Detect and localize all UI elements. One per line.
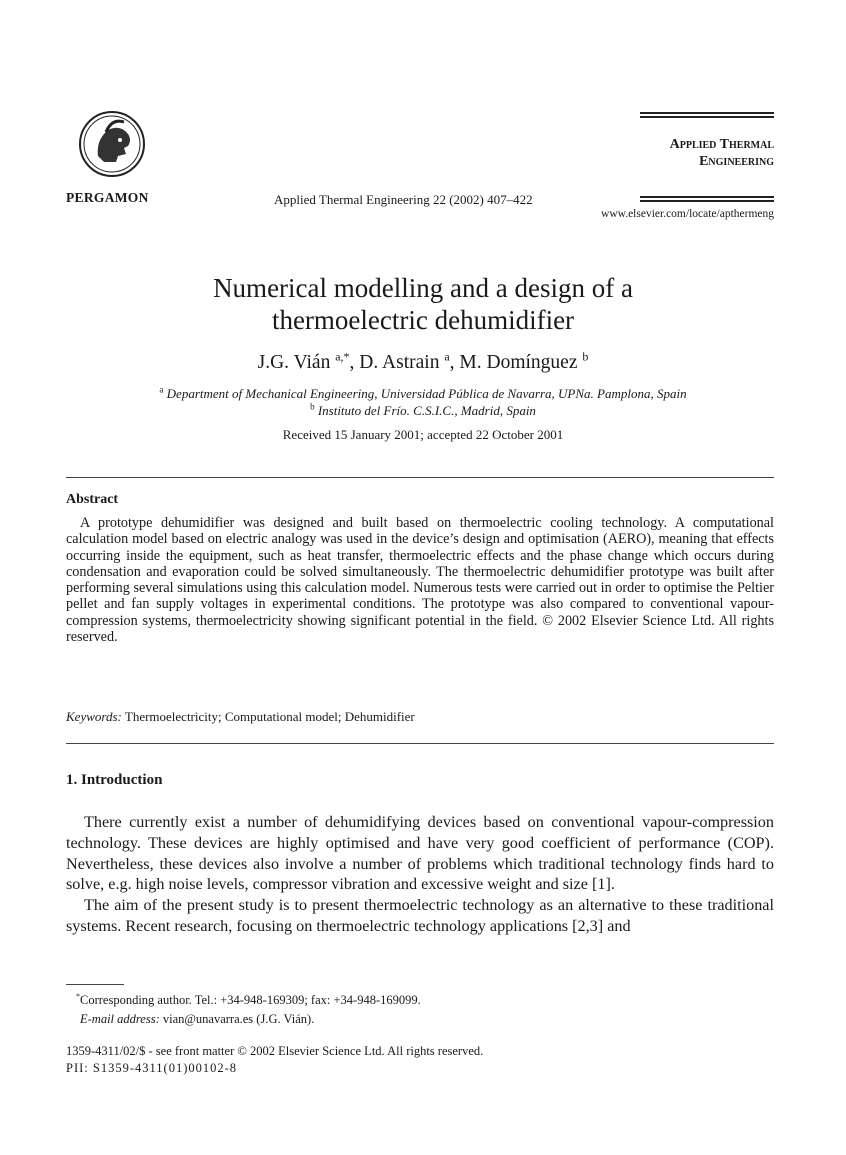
author-affiliation-mark: b — [582, 349, 589, 364]
email-label: E-mail address: — [80, 1012, 160, 1026]
email-footnote — [80, 1012, 314, 1027]
affiliation-b — [0, 403, 846, 419]
affiliation-mark: b — [310, 401, 315, 412]
received-dates: Received 15 January 2001; accepted 22 October 2001 — [282, 427, 564, 442]
divider — [66, 477, 774, 478]
pergamon-helmet-logo-icon — [78, 110, 146, 178]
paragraph: There currently exist a number of dehumidifying devices based on conventional vapour-compression technology. These devices are highly optimised and have very good coefficient of performance (COP). Nevertheless, these devices also involve a number of problems which traditional technology finds hard to solve, e.g. high noise levels, compressor vibration and excessive weight and size [1]. — [66, 813, 774, 894]
copyright-line: 1359-4311/02/$ - see front matter © 2002 Elsevier Science Ltd. All rights reserved. — [66, 1044, 484, 1058]
abstract-heading: Abstract — [66, 492, 119, 507]
article-title — [0, 272, 846, 336]
keywords-text: Thermoelectricity; Computational model; Dehumidifier — [124, 709, 415, 724]
affiliation-a — [0, 386, 846, 402]
author-name: D. Astrain — [359, 352, 440, 373]
divider — [66, 743, 774, 744]
corresponding-author-footnote — [76, 993, 421, 1008]
section-heading: 1. Introduction — [66, 772, 163, 788]
abstract-text: A prototype dehumidifier was designed and built based on thermoelectric cooling technology. A computational calculation model based on electric analogy was used in the device’s design and optimisation (AERO), meaning that effects occurring inside the equipment, such as heat transfer, thermoelectric effects and the phase change which occurs during condensation and evaporation could be solved simultaneously. The thermoelectric dehumidifier prototype was built after performing several simulations using this calculation model. Numerous tests were carried out in order to optimise the Peltier pellet and fan supply voltages in experimental conditions. The prototype was also compared to conventional vapour-compression systems, thermoelectricity showing significant potential in the field. © 2002 Elsevier Science Ltd. All rights reserved. — [66, 515, 774, 646]
author-affiliation-mark: a,* — [335, 349, 350, 364]
article-title-line2: thermoelectric dehumidifier — [271, 305, 575, 335]
journal-citation: Applied Thermal Engineering 22 (2002) 407–422 — [274, 192, 533, 207]
journal-url[interactable]: www.elsevier.com/locate/apthermeng — [601, 208, 774, 220]
pii-line: PII: S1359-4311(01)00102-8 — [66, 1061, 238, 1075]
journal-name-line2: Engineering — [699, 154, 774, 169]
journal-rule-top — [640, 112, 774, 120]
paragraph: The aim of the present study is to present thermoelectric technology as an alternative to these traditional systems. Recent research, focusing on thermoelectric technology applications [2,3] and — [66, 896, 774, 935]
publisher-name: PERGAMON — [66, 190, 149, 205]
journal-rule-bottom — [640, 196, 774, 204]
author-name: M. Domínguez — [459, 352, 578, 373]
article-title-line1: Numerical modelling and a design of a — [213, 273, 633, 303]
email-address[interactable]: vian@unavarra.es (J.G. Vián). — [162, 1012, 315, 1026]
journal-name — [640, 136, 774, 170]
corresponding-text: Corresponding author. Tel.: +34-948-169309; fax: +34-948-169099. — [80, 993, 421, 1007]
footnote-rule — [66, 984, 124, 985]
affiliation-text: Department of Mechanical Engineering, Universidad Pública de Navarra, UPNa. Pamplona, Spain — [166, 386, 687, 401]
footnote-mark: * — [76, 991, 80, 1001]
introduction-body — [66, 812, 774, 937]
journal-name-line1: Applied Thermal — [669, 137, 774, 152]
author-list: J.G. Vián $^{a,*}$, D. Astrain $^a$, M. Domínguez $^b$ — [257, 349, 589, 373]
affiliation-mark: a — [159, 384, 164, 395]
author-name: J.G. Vián — [257, 352, 331, 373]
affiliation-text: Instituto del Frío. C.S.I.C., Madrid, Spain — [317, 403, 536, 418]
author-affiliation-mark: a — [444, 349, 450, 364]
keywords-label: Keywords: — [66, 709, 122, 724]
keywords — [66, 709, 415, 725]
